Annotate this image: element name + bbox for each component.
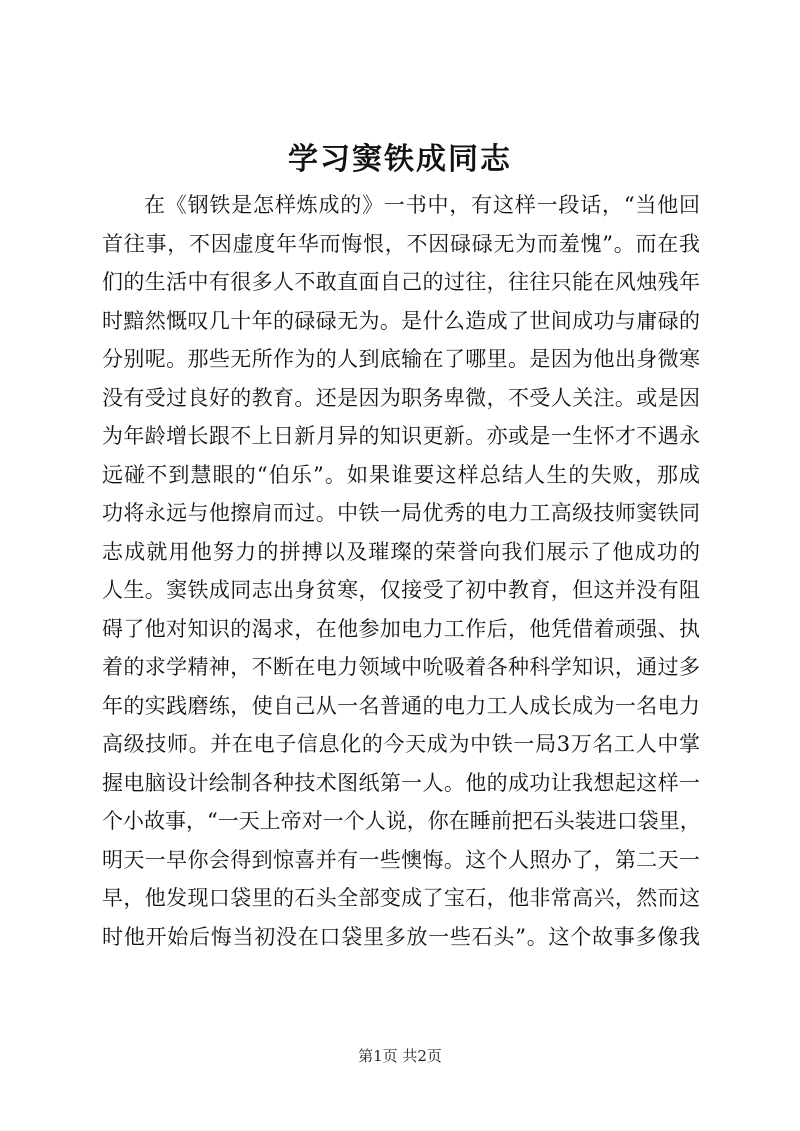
body-line: 早，他发现口袋里的石头全部变成了宝石，他非常高兴，然而这 xyxy=(102,886,700,910)
body-line: 年的实践磨练，使自己从一名普通的电力工人成长成为一名电力 xyxy=(102,693,700,718)
document-body xyxy=(102,186,700,956)
body-line: 为年龄增长跟不上日新月异的知识更新。亦或是一生怀才不遇永 xyxy=(102,424,700,448)
body-line: 握电脑设计绘制各种技术图纸第一人。他的成功让我想起这样一 xyxy=(102,770,700,795)
document-title: 学习窦铁成同志 xyxy=(288,142,512,177)
body-line: 首往事，不因虚度年华而悔恨，不因碌碌无为而羞愧”。而在我 xyxy=(102,231,700,256)
body-line: 时黯然慨叹几十年的碌碌无为。是什么造成了世间成功与庸碌的 xyxy=(102,308,700,333)
body-line: 没有受过良好的教育。还是因为职务卑微，不受人关注。或是因 xyxy=(102,385,700,410)
body-line: 个小故事，“一天上帝对一个人说，你在睡前把石头装进口袋里， xyxy=(102,809,701,833)
body-line: 高级技师。并在电子信息化的今天成为中铁一局3万名工人中掌 xyxy=(102,732,700,756)
body-line: 分别呢。那些无所作为的人到底输在了哪里。是因为他出身微寒 xyxy=(102,347,700,371)
body-line: 们的生活中有很多人不敢直面自己的过往，往往只能在风烛残年 xyxy=(102,270,700,294)
body-line: 明天一早你会得到惊喜并有一些懊悔。这个人照办了，第二天一 xyxy=(102,847,700,872)
body-line: 远碰不到慧眼的“伯乐”。如果谁要这样总结人生的失败，那成 xyxy=(102,462,700,487)
body-line: 志成就用他努力的拼搏以及璀璨的荣誉向我们展示了他成功的 xyxy=(102,539,700,564)
page-footer: 第1页 共2页 xyxy=(358,1047,442,1065)
body-line: 在《钢铁是怎样炼成的》一书中，有这样一段话，“当他回 xyxy=(144,193,700,217)
body-line: 碍了他对知识的渴求，在他参加电力工作后，他凭借着顽强、执 xyxy=(102,616,700,641)
body-line: 功将永远与他擦肩而过。中铁一局优秀的电力工高级技师窦铁同 xyxy=(102,501,700,525)
body-line: 时他开始后悔当初没在口袋里多放一些石头”。这个故事多像我 xyxy=(102,924,700,949)
body-line: 人生。窦铁成同志出身贫寒，仅接受了初中教育，但这并没有阻 xyxy=(102,578,700,602)
body-line: 着的求学精神，不断在电力领域中吮吸着各种科学知识，通过多 xyxy=(102,655,700,679)
